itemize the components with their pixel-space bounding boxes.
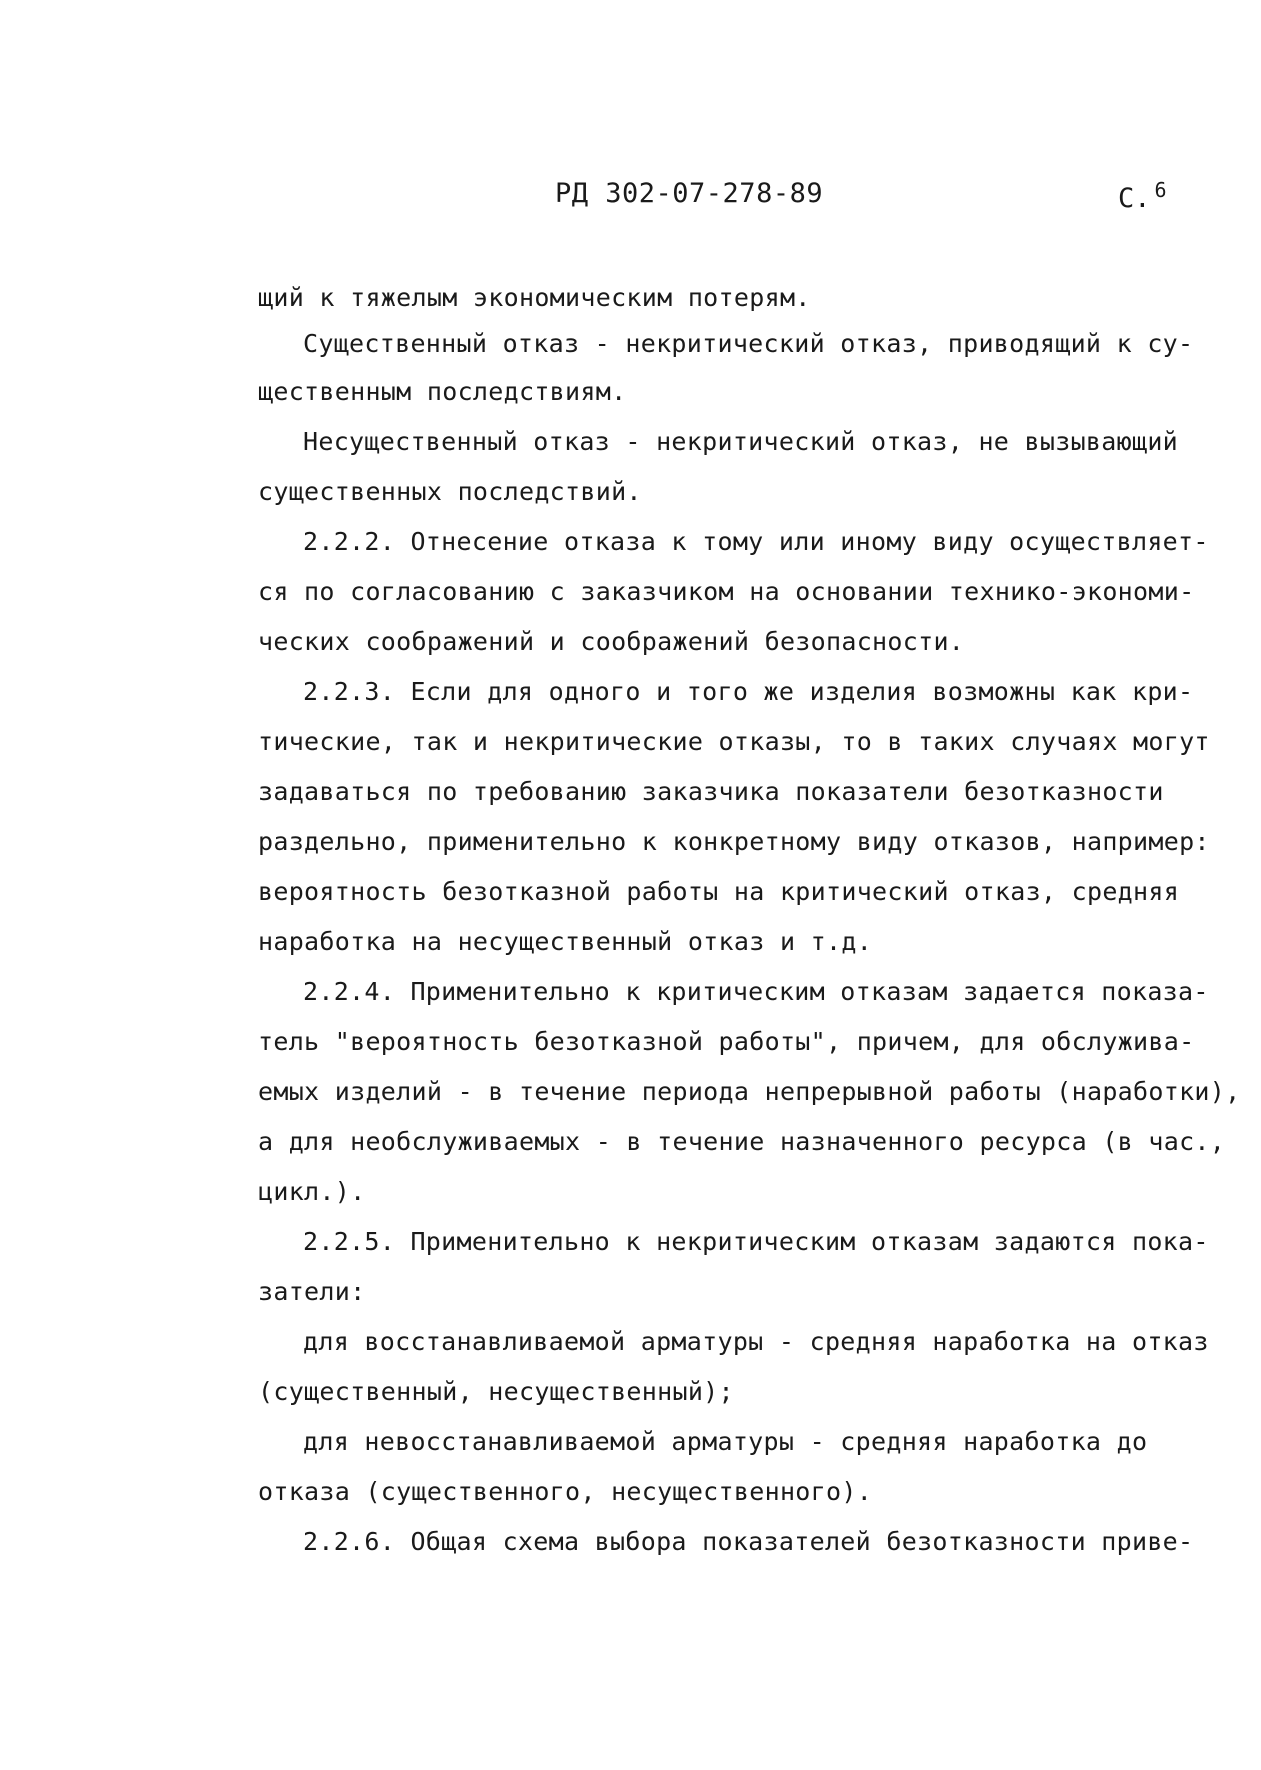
text-line: щественным последствиям.: [258, 377, 627, 406]
text-line: наработка на несущественный отказ и т.д.: [258, 927, 873, 956]
text-line: существенных последствий.: [258, 477, 642, 506]
text-line: для невосстанавливаемой арматуры - средняя наработка до: [303, 1427, 1148, 1456]
text-line: ся по согласованию с заказчиком на основании технико-экономи-: [258, 577, 1195, 606]
page-prefix: С.: [1118, 183, 1151, 214]
text-line: раздельно, применительно к конкретному виду отказов, например:: [258, 827, 1210, 856]
text-line: отказа (существенного, несущественного).: [258, 1477, 873, 1506]
text-line: Несущественный отказ - некритический отказ, не вызывающий: [303, 427, 1179, 456]
text-line: Существенный отказ - некритический отказ, приводящий к су-: [303, 329, 1194, 358]
text-line: затели:: [258, 1277, 366, 1306]
text-line: тель "вероятность безотказной работы", причем, для обслужива-: [258, 1027, 1195, 1056]
text-line: 2.2.5. Применительно к некритическим отказам задаются пока-: [303, 1227, 1209, 1256]
text-line: 2.2.2. Отнесение отказа к тому или иному виду осуществляет-: [303, 527, 1209, 556]
text-line: (существенный, несущественный);: [258, 1377, 734, 1406]
page-number: [1118, 178, 1167, 214]
page-number-value: 6: [1154, 178, 1167, 202]
text-line: цикл.).: [258, 1177, 366, 1206]
text-line: 2.2.3. Если для одного и того же изделия возможны как кри-: [303, 677, 1194, 706]
text-line: щий к тяжелым экономическим потерям.: [258, 283, 811, 312]
text-line: тические, так и некритические отказы, то в таких случаях могут: [258, 727, 1210, 756]
text-line: емых изделий - в течение периода непрерывной работы (наработки),: [258, 1077, 1241, 1106]
text-line: 2.2.4. Применительно к критическим отказам задается показа-: [303, 977, 1209, 1006]
text-line: для восстанавливаемой арматуры - средняя наработка на отказ: [303, 1327, 1209, 1356]
text-line: 2.2.6. Общая схема выбора показателей безотказности приве-: [303, 1527, 1194, 1556]
text-line: вероятность безотказной работы на критический отказ, средняя: [258, 877, 1180, 906]
text-line: ческих соображений и соображений безопасности.: [258, 627, 965, 656]
document-code: РД 302-07-278-89: [555, 178, 824, 209]
text-line: а для необслуживаемых - в течение назначенного ресурса (в час.,: [258, 1127, 1226, 1156]
text-line: задаваться по требованию заказчика показатели безотказности: [258, 777, 1164, 806]
